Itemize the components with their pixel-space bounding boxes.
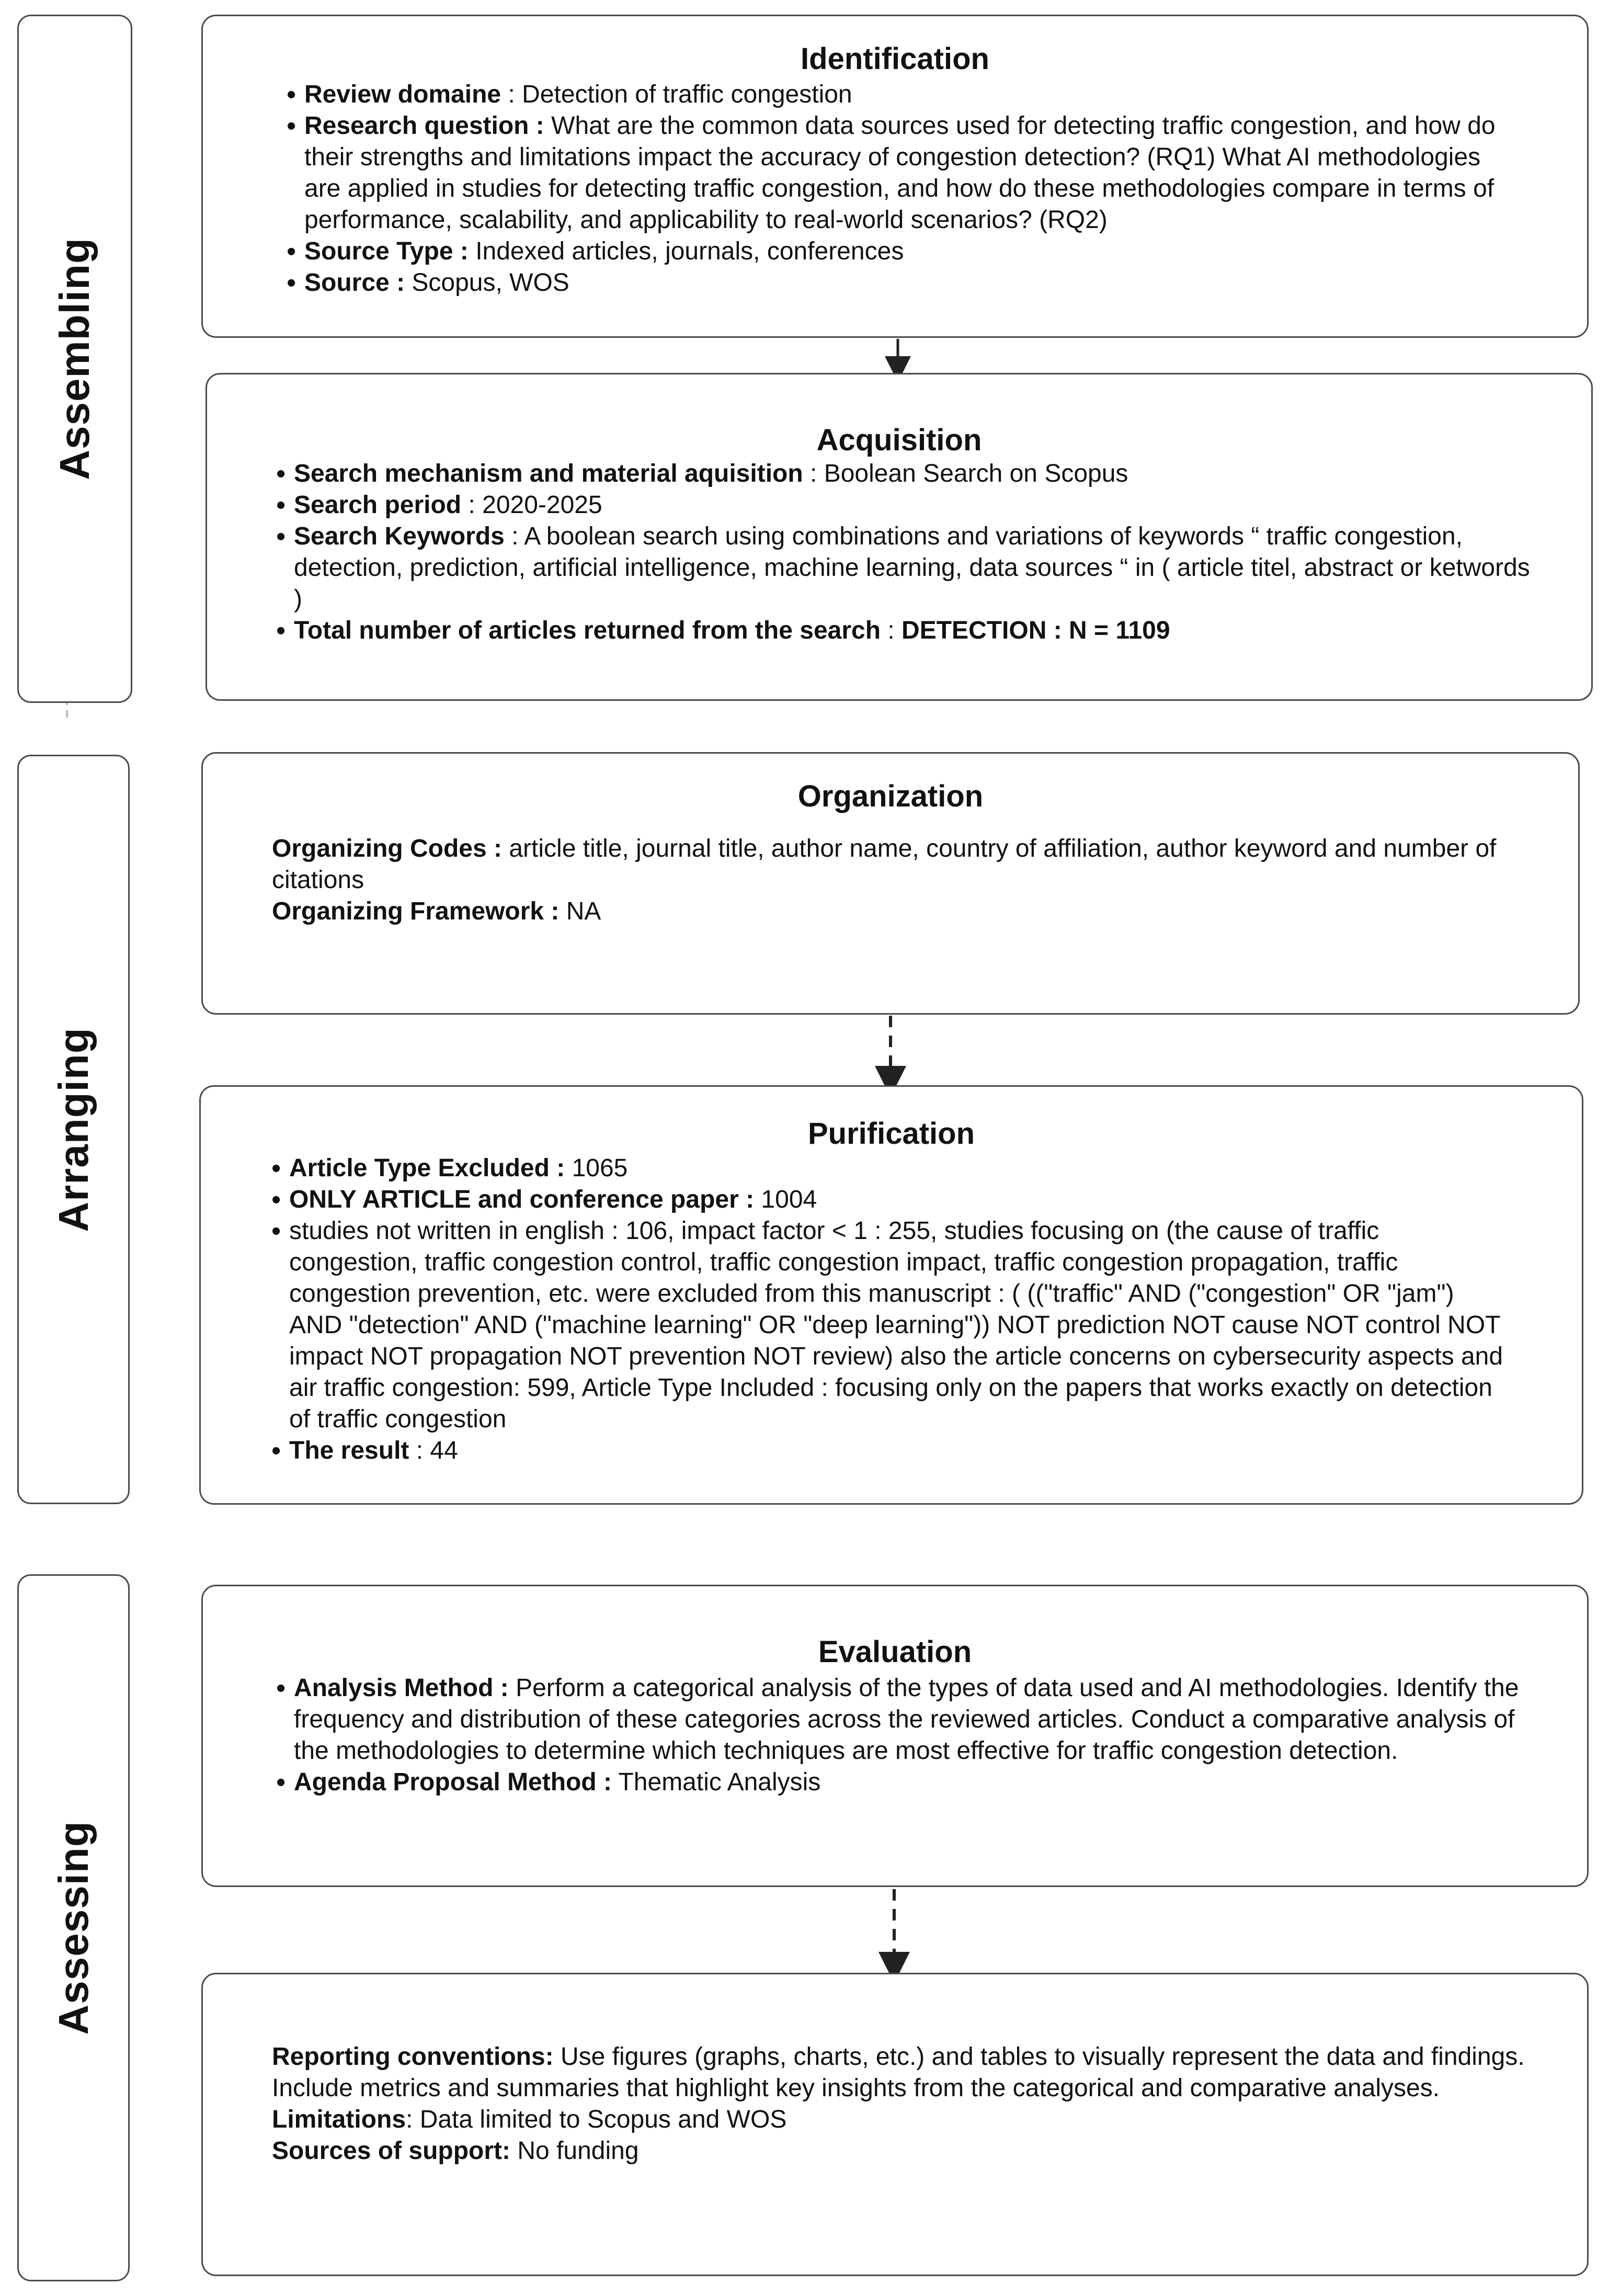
identification-content	[287, 79, 1510, 299]
evaluation-content	[276, 1673, 1531, 1798]
purification-title: Purification	[807, 1117, 975, 1151]
identification-box	[201, 15, 1589, 338]
reporting-content	[272, 2041, 1527, 2167]
list-item: • Article Type Excluded : 1065	[271, 1153, 1511, 1184]
list-item: • Search mechanism and material aquisition : Boolean Search on Scopus	[276, 458, 1531, 490]
list-item: • The result : 44	[271, 1435, 1511, 1467]
organization-title: Organization	[797, 779, 984, 813]
list-item: • Search period : 2020-2025	[276, 490, 1531, 521]
list-item: • Analysis Method : Perform a categorical analysis of the types of data used and AI methodologies. Identify the frequency and distribution of these categories across the reviewed articles. Conduct a comparative analysis of the methodologies to determine which techniques are most effective for traffic congestion detection.	[276, 1673, 1531, 1767]
acquisition-title: Acquisition	[816, 423, 982, 457]
list-item: • Total number of articles returned from the search : DETECTION : N = 1109	[276, 615, 1531, 646]
list-item: • studies not written in english : 106, impact factor < 1 : 255, studies focusing on (the cause of traffic congestion, traffic congestion control, traffic congestion impact, traffic congestion propagation, traffic congestion prevention, etc. were excluded from this manuscript : ( (("traffic" AND ("congestion" OR "jam") AND "detection" AND ("machine learning" OR "deep learning")) NOT prediction NOT cause NOT control NOT impact NOT propagation NOT prevention NOT review) also the article concerns on cybersecurity aspects and air traffic congestion: 599, Article Type Included : focusing only on the papers that works exactly on detection of traffic congestion	[271, 1215, 1511, 1435]
stage-arranging-label: Arranging	[50, 1027, 97, 1232]
acquisition-content	[276, 458, 1531, 646]
identification-title: Identification	[801, 42, 989, 76]
organizing-codes: Organizing Codes : article title, journal title, author name, country of affiliation, author keyword and number of citations	[272, 835, 1497, 894]
list-item: • Search Keywords : A boolean search using combinations and variations of keywords “ traffic congestion, detection, prediction, artificial intelligence, machine learning, data sources “ in ( article titel, abstract or ketwords )	[276, 521, 1531, 615]
list-item: • ONLY ARTICLE and conference paper : 1004	[271, 1184, 1511, 1215]
evaluation-box	[201, 1585, 1589, 1887]
acquisition-box	[206, 373, 1593, 701]
list-item: • Source : Scopus, WOS	[287, 267, 1510, 299]
list-item: • Review domaine : Detection of traffic congestion	[287, 79, 1510, 110]
purification-box	[199, 1085, 1583, 1505]
reporting-box	[201, 1973, 1589, 2276]
sources-of-support: Sources of support: No funding	[272, 2137, 639, 2165]
organization-box	[201, 752, 1580, 1015]
stage-assessing-label: Assessing	[50, 1821, 97, 2035]
list-item: • Research question : What are the common data sources used for detecting traffic congestion, and how do their strengths and limitations impact the accuracy of congestion detection? (RQ1) What AI methodologies are applied in studies for detecting traffic congestion, and how do these methodologies compare in terms of performance, scalability, and applicability to real-world scenarios? (RQ2)	[287, 110, 1510, 236]
organizing-framework: Organizing Framework : NA	[272, 897, 601, 925]
reporting-conventions: Reporting conventions: Use figures (graphs, charts, etc.) and tables to visually represent the data and findings. Include metrics and summaries that highlight key insights from the categorical and comparative analyses.	[272, 2043, 1525, 2102]
stage-assembling	[17, 15, 132, 703]
list-item: • Agenda Proposal Method : Thematic Analysis	[276, 1767, 1531, 1798]
stage-assembling-label: Assembling	[51, 237, 98, 480]
stage-assessing	[17, 1574, 130, 2281]
purification-content	[271, 1153, 1511, 1467]
organization-content	[272, 833, 1527, 927]
evaluation-title: Evaluation	[818, 1635, 972, 1669]
list-item: • Source Type : Indexed articles, journals, conferences	[287, 236, 1510, 267]
stage-arranging	[17, 755, 130, 1504]
limitations: Limitations: Data limited to Scopus and WOS	[272, 2106, 787, 2133]
